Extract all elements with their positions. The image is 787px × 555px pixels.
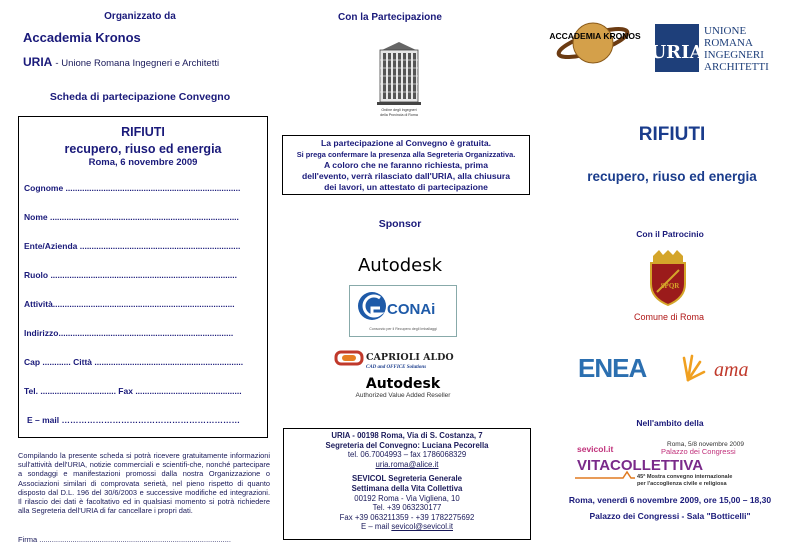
- uria-description: - Unione Romana Ingegneri e Architetti: [55, 58, 220, 69]
- ama-icon: [680, 352, 760, 382]
- conai-icon: [350, 286, 456, 336]
- caprioli-icon: [334, 349, 464, 371]
- sevicol-fax: Fax +39 063211359 - +39 1782275692: [339, 512, 475, 522]
- sevicol-email-line: E – mail sevicol@sevicol.it: [361, 522, 453, 532]
- uria-logo-line-1: UNIONE: [704, 25, 747, 37]
- ama-text: ama: [714, 359, 749, 381]
- uria-email-link[interactable]: uria.roma@alice.it: [375, 459, 439, 469]
- uria-logo-line-4: ARCHITETTI: [704, 61, 769, 73]
- sevicol-title: SEVICOL Segreteria Generale: [352, 474, 462, 484]
- ama-logo: [680, 352, 760, 382]
- caprioli-logo: [334, 349, 464, 371]
- reseller-sub: Authorized Value Added Reseller: [355, 392, 451, 399]
- event-title: RIFIUTI: [638, 124, 706, 145]
- ambito-label: Nell'ambito della: [636, 418, 704, 428]
- ordine-ingegneri-logo: [372, 40, 426, 120]
- organized-by-label: Organizzato da: [104, 11, 176, 22]
- uria-logo-line-2: ROMANA: [704, 37, 753, 49]
- accademia-logo-text: ACCADEMIA KRONOS: [549, 31, 641, 41]
- conai-name: CONAi: [387, 301, 436, 318]
- vita-collettiva-icon: [575, 438, 765, 490]
- uria-address: URIA - 00198 Roma, Via di S. Costanza, 7: [331, 431, 483, 440]
- caprioli-name: CAPRIOLI ALDO: [366, 352, 454, 363]
- uria-abbr: URIA: [23, 55, 53, 69]
- field-ente-azienda[interactable]: Ente/Azienda ....................................................................: [24, 241, 241, 251]
- patronage-label: Con il Patrocinio: [636, 229, 704, 239]
- field-ruolo[interactable]: Ruolo ...............................................................................: [24, 270, 238, 280]
- notice-line-1: La partecipazione al Convegno è gratuita.: [321, 138, 491, 148]
- autodesk-logo: Autodesk: [357, 255, 443, 276]
- event-subtitle: recupero, riuso ed energia: [587, 169, 757, 184]
- form-date: Roma, 6 novembre 2009: [88, 157, 198, 168]
- uria-logo-letters: URIA: [650, 42, 704, 63]
- notice-line-5: dei lavori, un attestato di partecipazione: [324, 182, 488, 192]
- uria-logo: [650, 23, 784, 73]
- field-tel-fax[interactable]: Tel. ................................ Fax .............................................: [24, 386, 242, 396]
- vita-place: Palazzo dei Congressi: [661, 447, 736, 456]
- organizer-name: Accademia Kronos: [23, 30, 141, 45]
- sevicol-sub: Settimana della Vita Collettiva: [351, 483, 463, 493]
- accademia-kronos-logo: [549, 13, 641, 71]
- free-participation-notice: [282, 135, 530, 195]
- form-title: RIFIUTI: [121, 125, 165, 139]
- signature-line: Firma ............................................................................................: [18, 535, 231, 544]
- registration-form: [18, 116, 268, 438]
- uria-logo-line-3: INGEGNERI: [704, 49, 764, 61]
- enea-text: ENEA: [578, 353, 647, 383]
- vita-tagline: per l'accoglienza civile e religiosa: [637, 481, 727, 487]
- form-subtitle: recupero, riuso ed energia: [64, 142, 222, 156]
- field-indirizzo[interactable]: Indirizzo..........................................................................: [24, 328, 234, 338]
- field-cognome[interactable]: Cognome ..........................................................................: [24, 183, 241, 193]
- conai-tagline: Consorzio per il Recupero degli Imballaggi: [369, 327, 437, 331]
- uria-icon: [650, 23, 784, 73]
- notice-line-2: Si prega confermare la presenza alla Segreteria Organizzativa.: [296, 150, 516, 159]
- form-heading: Scheda di partecipazione Convegno: [49, 91, 231, 103]
- event-date-line: Roma, venerdì 6 novembre 2009, ore 15,00 – 18,30: [568, 495, 772, 505]
- conai-logo: [349, 285, 457, 337]
- caprioli-sub: CAD and OFFICE Solutions: [366, 365, 427, 370]
- uria-tel-fax: tel. 06.7004993 – fax 1786068329: [347, 450, 467, 460]
- privacy-disclaimer: Compilando la presente scheda si potrà ricevere gratuitamente informazioni sull'attività dell'URIA, notizie commerciali e scientifi-che, nonché partecipare a sondaggi e manifestazioni promossi dalla nostra Organizzazione o Associazioni similari di comprovata serietà, nel pieno rispetto di quanto disposto dal D.L. 196 del 30/6/2003 e successive modifiche ed integrazioni. Il rilascio dei dati è facoltativo ed in qualsiasi momento si potrà richiedere alla Segreteria dell'URIA di far cancellare i propri dati.: [18, 451, 270, 516]
- segreteria-line: Segreteria del Convegno: Luciana Pecorella: [325, 440, 489, 450]
- field-nome[interactable]: Nome ................................................................................: [24, 212, 239, 222]
- sevicol-email-link[interactable]: sevicol@sevicol.it: [391, 522, 453, 532]
- sevicol-address: 00192 Roma - Via Vigliena, 10: [354, 493, 460, 503]
- building-caption-2: della Provincia di Roma: [380, 113, 418, 117]
- roma-crest: [645, 250, 691, 306]
- vita-edition: 45ª Mostra convegno internazionale: [637, 474, 733, 480]
- enea-logo: [576, 353, 654, 383]
- vita-name: VITACOLLETTIVA: [577, 457, 704, 474]
- svg-text:SPQR: SPQR: [660, 282, 680, 290]
- field-cap-citta[interactable]: Cap ............ Città ...............................................................: [24, 357, 244, 367]
- participation-label: Con la Partecipazione: [338, 12, 442, 23]
- uria-line: [23, 55, 219, 69]
- vita-collettiva-logo: [575, 438, 765, 490]
- enea-icon: [576, 353, 654, 383]
- building-caption-1: Ordine degli Ingegneri: [381, 108, 417, 112]
- comune-roma-label: Comune di Roma: [633, 312, 705, 322]
- sponsor-label: Sponsor: [378, 218, 422, 230]
- event-place-line: Palazzo dei Congressi - Sala "Botticelli": [589, 511, 751, 521]
- field-email[interactable]: E – mail ………………………………………………………: [27, 415, 240, 425]
- field-attivita[interactable]: Attività.............................................................................: [24, 299, 235, 309]
- saturn-icon: [549, 13, 641, 71]
- sevicol-tel: Tel. +39 063230177: [372, 503, 442, 513]
- building-icon: [372, 40, 426, 120]
- notice-line-3: A coloro che ne faranno richiesta, prima: [324, 160, 488, 170]
- spqr-shield-icon: [645, 250, 691, 306]
- vita-site: sevicol.it: [577, 444, 614, 454]
- autodesk-reseller-logo: [338, 376, 468, 399]
- notice-line-4: dell'evento, verrà rilasciato dall'URIA, alla chiusura: [301, 171, 511, 181]
- vita-dates: Roma, 5/8 novembre 2009: [667, 441, 744, 448]
- contact-info-box: [283, 428, 531, 540]
- autodesk-reseller-name: Autodesk: [365, 376, 441, 392]
